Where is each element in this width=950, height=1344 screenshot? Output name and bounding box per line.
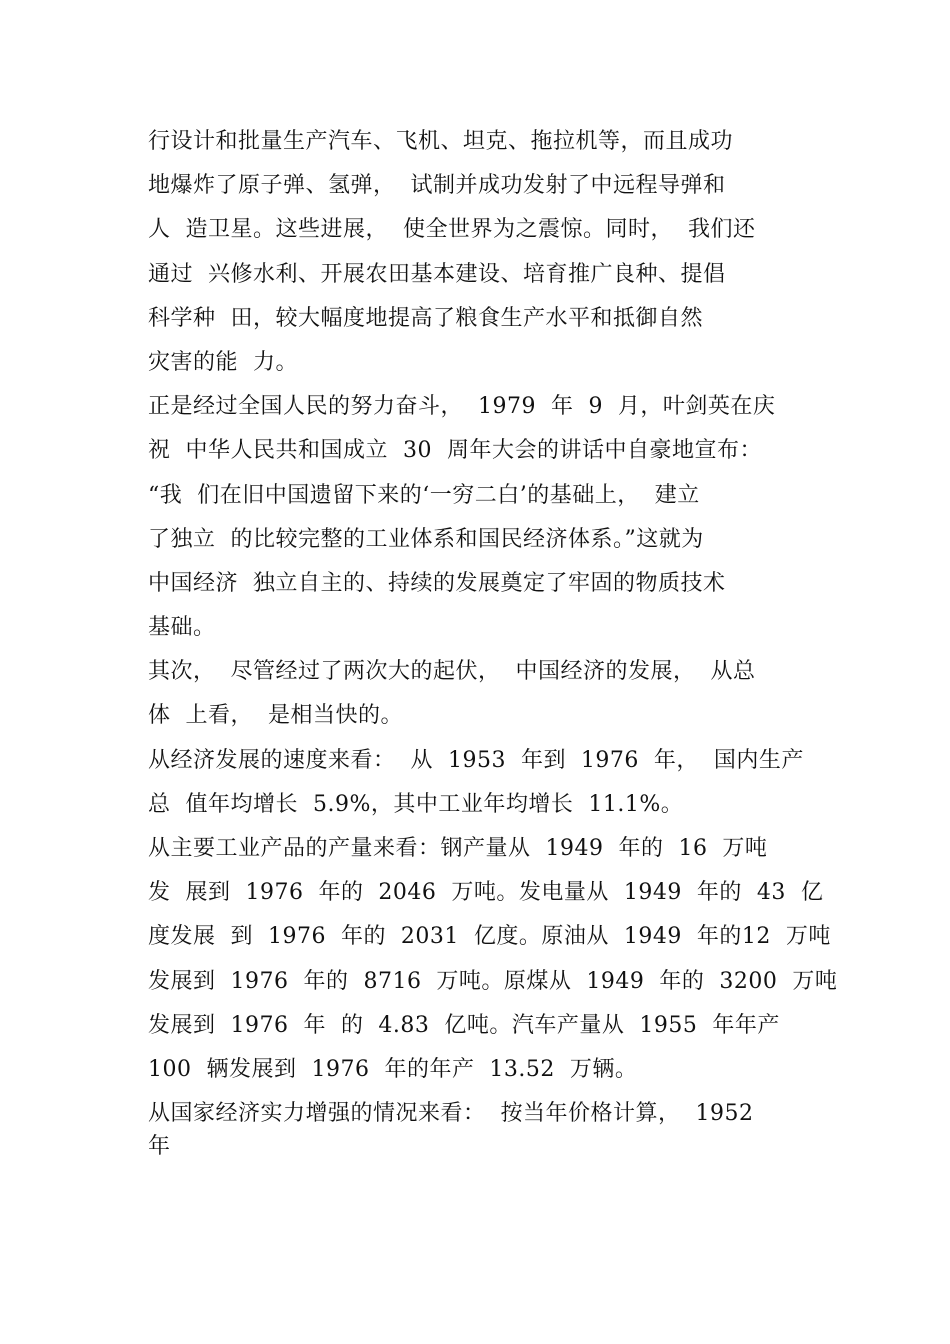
paragraph-economic-development xyxy=(148,650,828,738)
text-line: 从国家经济实力增强的情况来看： 按当年价格计算， 1952 xyxy=(148,1101,754,1127)
text-line: 体 上看， 是相当快的。 xyxy=(148,703,403,729)
text-line: 灾害的能 力。 xyxy=(148,349,298,375)
text-line: 行设计和批量生产汽车、飞机、坦克、拖拉机等，而且成功 xyxy=(148,129,734,154)
paragraph-industrial-output xyxy=(148,827,838,1092)
text-line: 基础。 xyxy=(148,615,216,641)
text-line: 从主要工业产品的产量来看：钢产量从 1949 年的 16 万吨 xyxy=(148,836,768,861)
text-line: 地爆炸了原子弹、氢弹， 试制并成功发射了中远程导弹和 xyxy=(148,173,726,199)
text-line: 了独立 的比较完整的工业体系和国民经济体系。”这就为 xyxy=(148,526,704,552)
paragraph-growth-speed xyxy=(148,739,828,827)
text-line: 从经济发展的速度来看： 从 1953 年到 1976 年， 国内生产 xyxy=(148,747,804,773)
text-line: 发展到 1976 年 的 4.83 亿吨。汽车产量从 1955 年年产 xyxy=(148,1012,780,1038)
text-line: 发 展到 1976 年的 2046 万吨。发电量从 1949 年的 43 亿 xyxy=(148,880,824,906)
text-line: 正是经过全国人民的努力奋斗， 1979 年 9 月，叶剑英在庆 xyxy=(148,394,776,420)
text-line: 发展到 1976 年的 8716 万吨。原煤从 1949 年的 3200 万吨 xyxy=(148,968,838,994)
text-line: 人 造卫星。这些进展， 使全世界为之震惊。同时， 我们还 xyxy=(148,217,756,243)
text-line: 100 辆发展到 1976 年的年产 13.52 万辆。 xyxy=(148,1056,638,1082)
paragraph-ye-jianying-speech xyxy=(148,385,828,650)
paragraph-national-strength xyxy=(148,1092,828,1162)
text-line: 通过 兴修水利、开展农田基本建设、培育推广良种、提倡 xyxy=(148,261,726,287)
text-line: 科学种 田，较大幅度地提高了粮食生产水平和抵御自然 xyxy=(148,305,703,331)
document-body xyxy=(148,120,838,1162)
text-line: 中国经济 独立自主的、持续的发展奠定了牢固的物质技术 xyxy=(148,570,726,596)
text-line: “我 们在旧中国遗留下来的‘一穷二白’的基础上， 建立 xyxy=(148,482,700,508)
text-line: 其次， 尽管经过了两次大的起伏， 中国经济的发展， 从总 xyxy=(148,659,756,685)
text-line: 度发展 到 1976 年的 2031 亿度。原油从 1949 年的12 万吨 xyxy=(148,924,831,950)
paragraph-industry-achievements xyxy=(148,120,828,385)
text-line: 祝 中华人民共和国成立 30 周年大会的讲话中自豪地宣布： xyxy=(148,438,762,464)
text-line: 总 值年均增长 5.9%，其中工业年均增长 11.1%。 xyxy=(148,791,684,817)
text-line: 年 xyxy=(148,1134,171,1160)
